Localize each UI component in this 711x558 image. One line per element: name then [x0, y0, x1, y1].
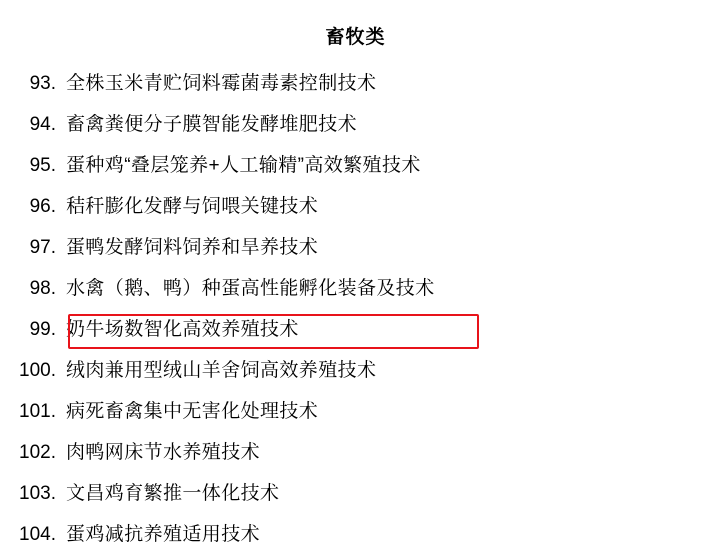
list-item-label: 水禽（鹅、鸭）种蛋高性能孵化装备及技术 [66, 278, 435, 299]
list-item [0, 104, 711, 145]
list-item-number: 93. [29, 73, 56, 94]
list-item-number: 102. [19, 442, 56, 463]
list-item [0, 309, 711, 350]
page-title: 畜牧类 [325, 27, 386, 48]
list-item-label: 奶牛场数智化高效养殖技术 [66, 319, 299, 340]
list-item [0, 514, 711, 555]
list-item [0, 63, 711, 104]
list-item-label: 蛋鸡减抗养殖适用技术 [66, 524, 261, 545]
list-item-label: 畜禽粪便分子膜智能发酵堆肥技术 [66, 114, 358, 135]
list-item-number: 101. [19, 401, 56, 422]
list-item-number: 97. [29, 237, 56, 258]
list-item [0, 145, 711, 186]
list-item-label: 病死畜禽集中无害化处理技术 [66, 401, 319, 422]
list-item-number: 104. [19, 524, 56, 545]
list-item-label: 绒肉兼用型绒山羊舍饲高效养殖技术 [66, 360, 377, 381]
list-item-number: 98. [29, 278, 56, 299]
list-item [0, 268, 711, 309]
list-item [0, 186, 711, 227]
technology-list [0, 63, 711, 555]
list-item-number: 100. [19, 360, 56, 381]
list-item [0, 350, 711, 391]
list-item-number: 96. [29, 196, 56, 217]
list-item-number: 103. [19, 483, 56, 504]
list-item-number: 95. [29, 155, 56, 176]
document-page [0, 22, 711, 558]
list-item-label: 蛋鸭发酵饲料饲养和旱养技术 [66, 237, 319, 258]
list-item [0, 473, 711, 514]
list-item [0, 391, 711, 432]
list-item-label: 全株玉米青贮饲料霉菌毒素控制技术 [66, 73, 377, 94]
list-item-number: 99. [29, 319, 56, 340]
list-item [0, 227, 711, 268]
list-item-number: 94. [29, 114, 56, 135]
list-item-label: 蛋种鸡“叠层笼养+人工输精”高效繁殖技术 [66, 155, 421, 176]
list-item-label: 文昌鸡育繁推一体化技术 [66, 483, 280, 504]
list-item-label: 肉鸭网床节水养殖技术 [66, 442, 261, 463]
list-item-label: 秸秆膨化发酵与饲喂关键技术 [66, 196, 319, 217]
list-item [0, 432, 711, 473]
